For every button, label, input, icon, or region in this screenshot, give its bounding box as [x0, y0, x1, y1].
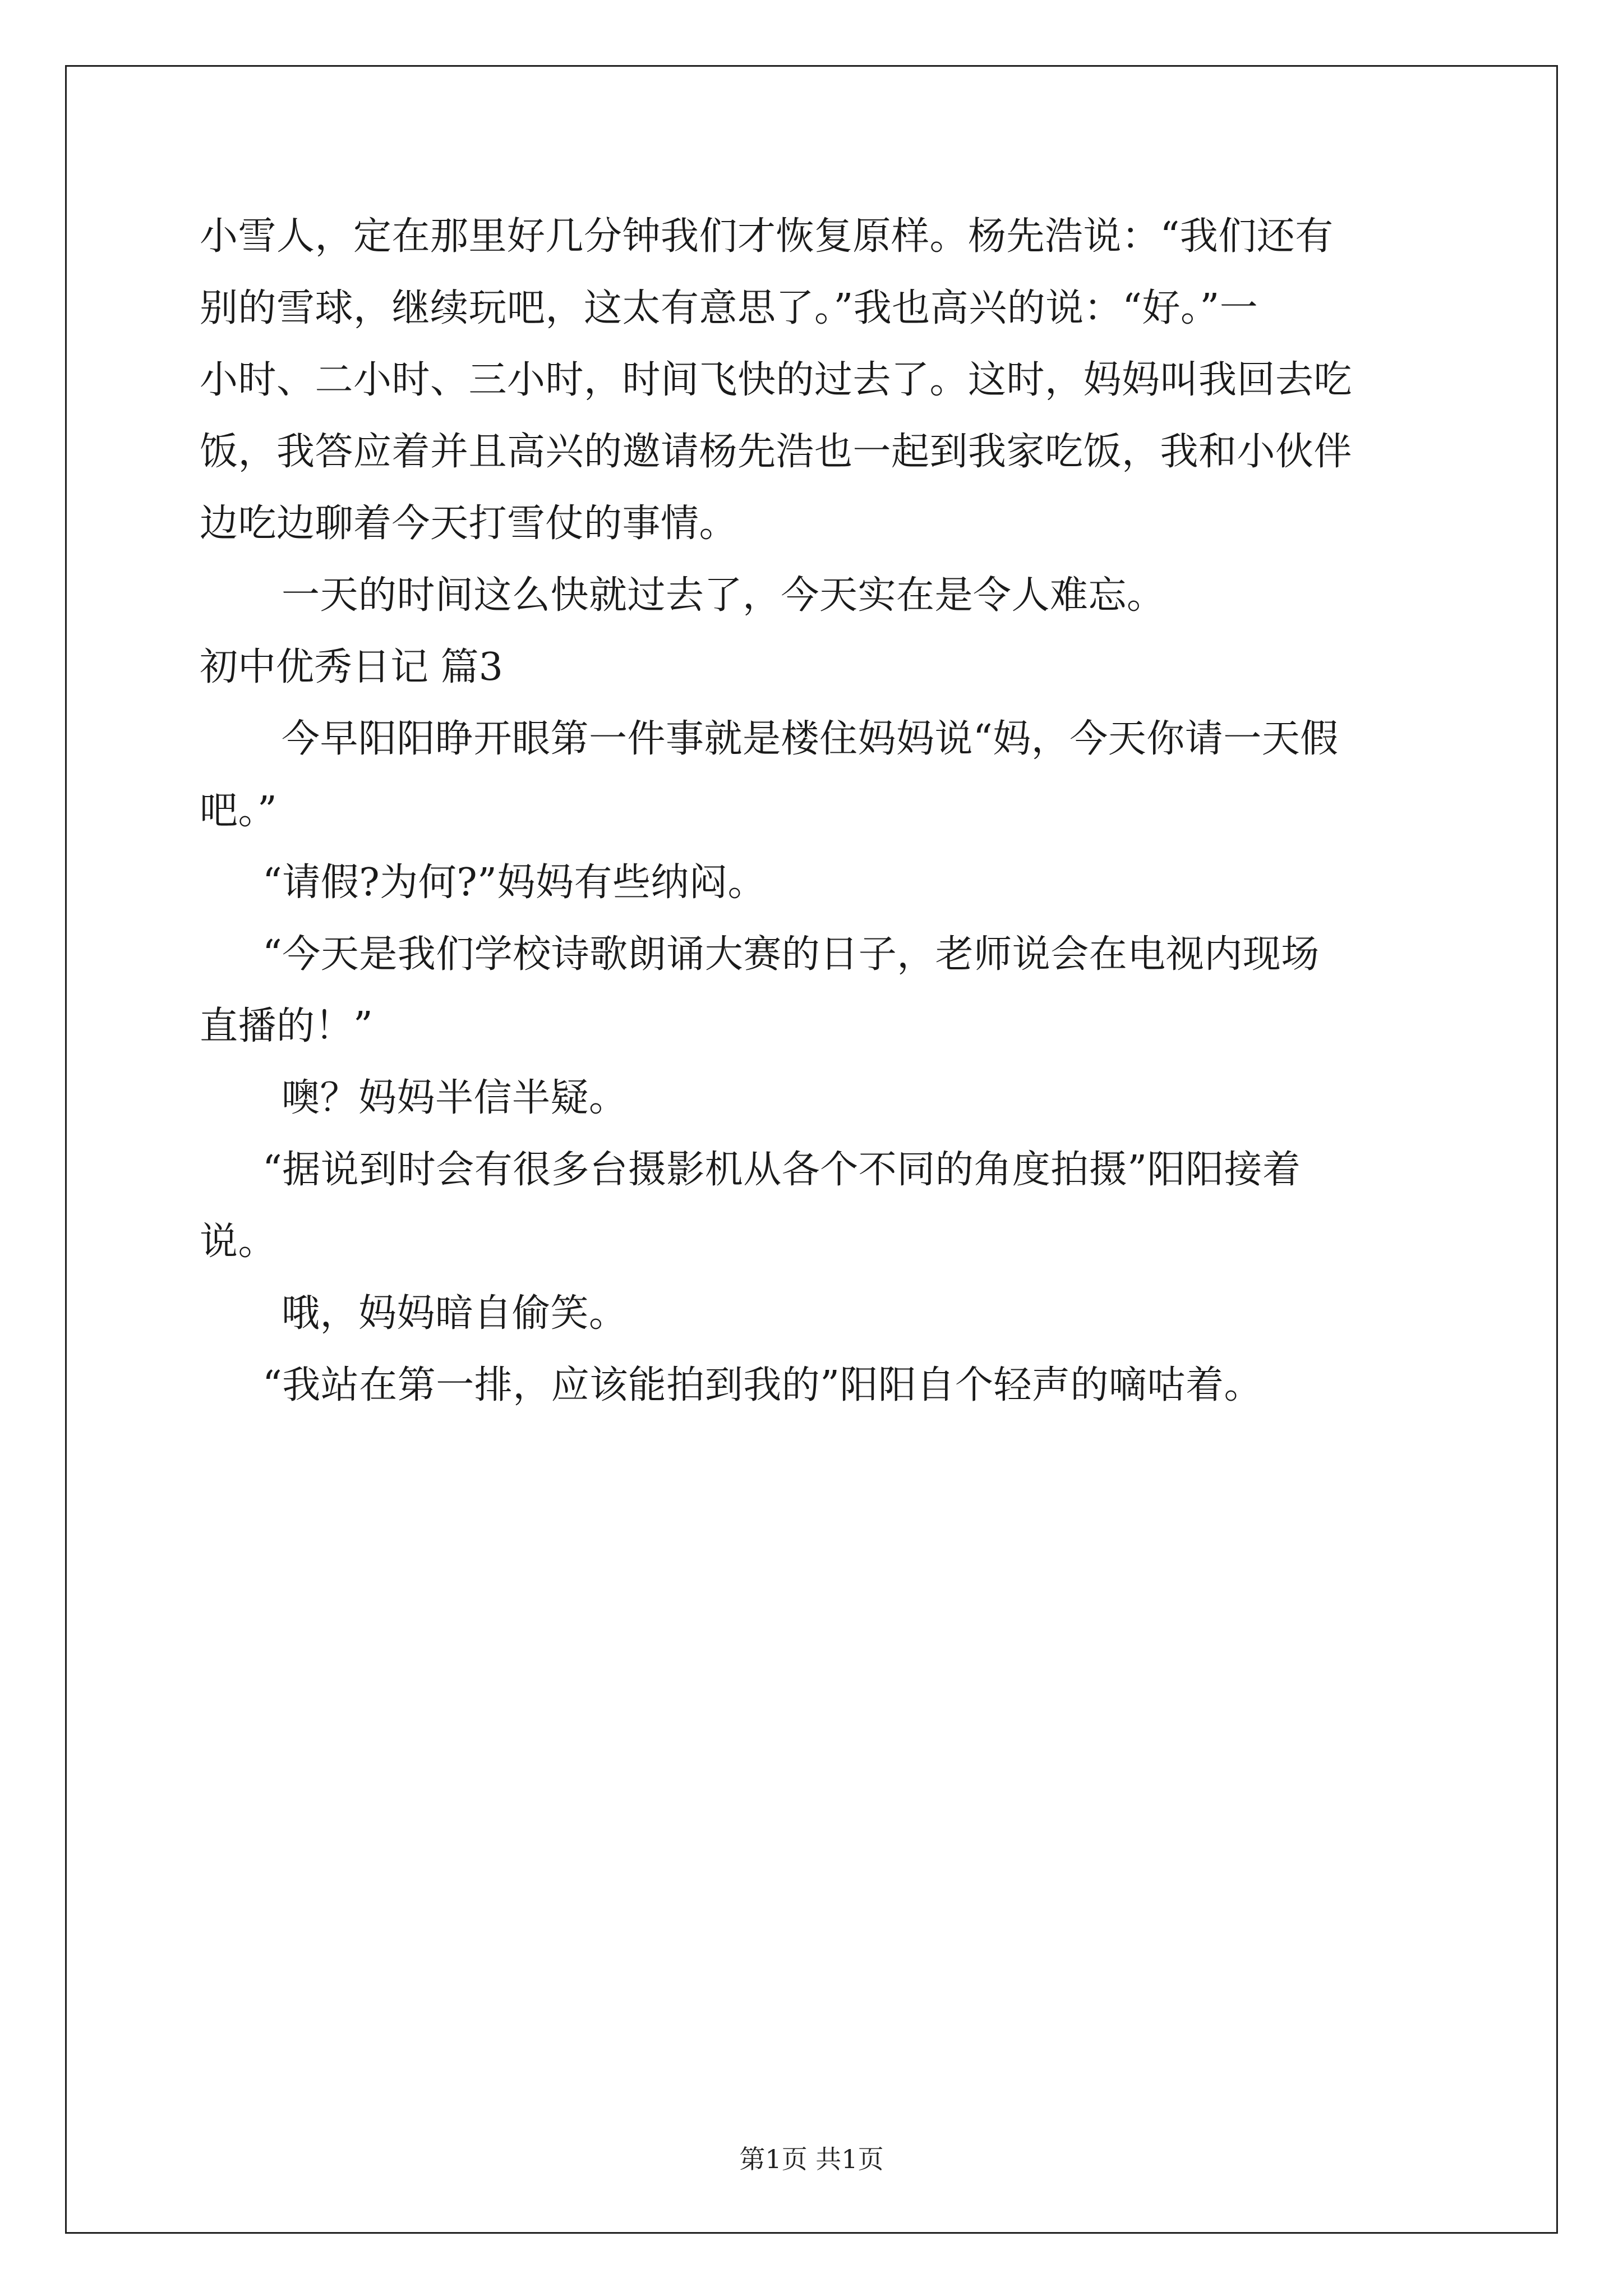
text-line-15: 说。	[200, 1220, 277, 1264]
text-line-11: “今天是我们学校诗歌朗诵大赛的日子，老师说会在电视内现场	[262, 932, 1320, 977]
section-heading: 初中优秀日记 篇3	[200, 645, 503, 689]
text-line-17: “我站在第一排，应该能拍到我的”阳阳自个轻声的嘀咕着。	[262, 1363, 1263, 1407]
text-line-13: 噢？妈妈半信半疑。	[282, 1076, 628, 1120]
text-line-12: 直播的！”	[200, 1004, 374, 1048]
text-line-9: 吧。”	[200, 789, 278, 833]
text-line-3: 小时、二小时、三小时，时间飞快的过去了。这时，妈妈叫我回去吃	[200, 358, 1353, 402]
text-line-16: 哦，妈妈暗自偷笑。	[282, 1291, 628, 1336]
text-line-4: 饭，我答应着并且高兴的邀请杨先浩也一起到我家吃饭，我和小伙伴	[200, 430, 1353, 474]
text-line-10: “请假?为何?”妈妈有些纳闷。	[262, 861, 766, 905]
text-line-6: 一天的时间这么快就过去了，今天实在是令人难忘。	[282, 573, 1165, 618]
text-line-1: 小雪人，定在那里好几分钟我们才恢复原样。杨先浩说：“我们还有	[200, 214, 1334, 259]
text-line-2: 别的雪球，继续玩吧，这太有意思了。”我也高兴的说：“好。”一	[200, 286, 1258, 330]
text-line-5: 边吃边聊着今天打雪仗的事情。	[200, 501, 738, 546]
text-line-8: 今早阳阳睁开眼第一件事就是楼住妈妈说“妈，今天你请一天假	[282, 717, 1339, 761]
text-line-14: “据说到时会有很多台摄影机从各个不同的角度拍摄”阳阳接着	[262, 1148, 1301, 1192]
page-footer: 第1页 共1页	[739, 2144, 884, 2174]
